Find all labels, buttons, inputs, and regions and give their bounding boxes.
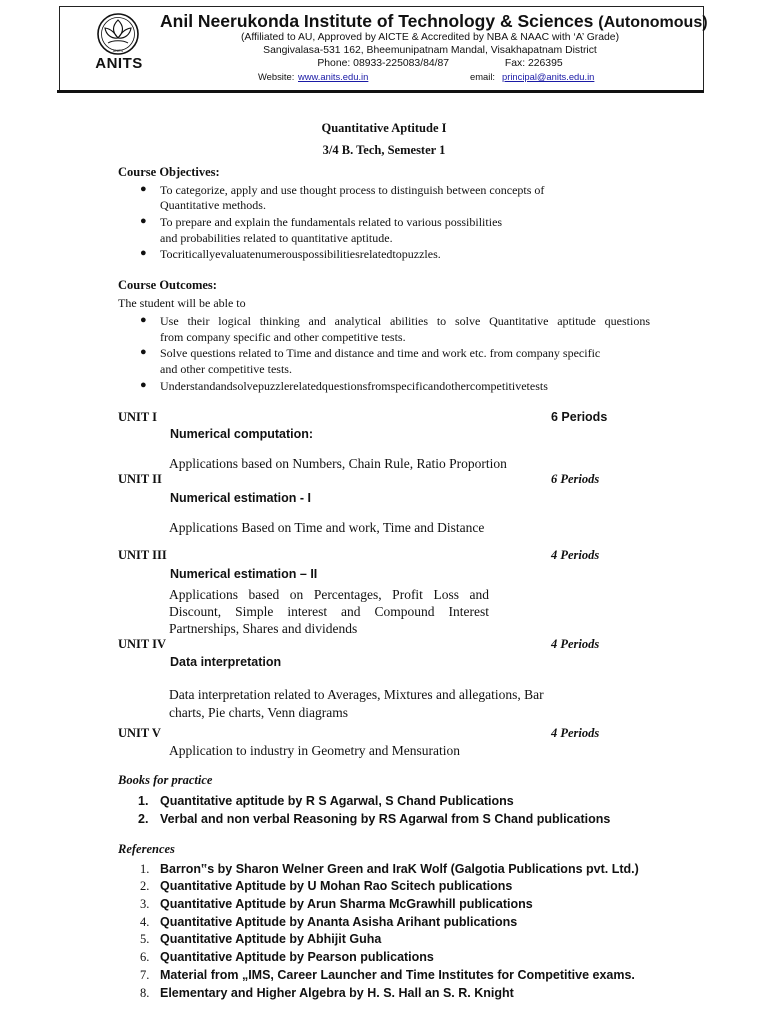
reference-item: Barron‟s by Sharon Welner Green and IraK Wolf (Galgotia Publications pvt. Ltd.) <box>160 862 639 876</box>
outcome-2-line-2: and other competitive tests. <box>160 362 292 376</box>
bullet-icon: ● <box>140 314 147 326</box>
book-item: Verbal and non verbal Reasoning by RS Agarwal from S Chand publications <box>160 812 611 826</box>
book-number: 2. <box>138 812 149 826</box>
reference-number: 8. <box>140 986 150 1000</box>
unit-label: UNIT II <box>118 472 162 486</box>
objective-3-line-1: Tocriticallyevaluatenumerouspossibilitiesrelatedtopuzzles. <box>160 247 441 261</box>
svg-text:ANITS: ANITS <box>112 49 124 53</box>
website-link[interactable]: www.anits.edu.in <box>298 71 369 82</box>
unit-periods: 4 Periods <box>551 548 600 562</box>
reference-item: Quantitative Aptitude by Ananta Asisha Arihant publications <box>160 915 518 929</box>
book-number: 1. <box>138 794 149 808</box>
objective-1-line-1: To categorize, apply and use thought process to distinguish between concepts of <box>160 183 545 197</box>
outcome-3-line-1: Understandandsolvepuzzlerelatedquestionsfromspecificandothercompetitivetests <box>160 379 548 393</box>
reference-number: 4. <box>140 915 150 929</box>
bullet-icon: ● <box>140 346 147 358</box>
unit-periods: 6 Periods <box>551 410 608 424</box>
reference-number: 2. <box>140 879 150 893</box>
reference-item: Elementary and Higher Algebra by H. S. Hall an S. R. Knight <box>160 986 514 1000</box>
references-heading: References <box>118 842 175 856</box>
bullet-icon: ● <box>140 379 147 391</box>
outcome-2-line-1: Solve questions related to Time and distance and time and work etc. from company specific <box>160 346 601 360</box>
reference-number: 5. <box>140 932 150 946</box>
institute-name <box>160 11 708 32</box>
outcomes-heading: Course Outcomes: <box>118 278 217 292</box>
unit-periods: 4 Periods <box>551 726 600 740</box>
reference-item: Quantitative Aptitude by U Mohan Rao Scitech publications <box>160 879 513 893</box>
bullet-icon: ● <box>140 183 147 195</box>
unit-topic: Numerical computation: <box>170 427 314 441</box>
institute-title: Anil Neerukonda Institute of Technology & Sciences <box>160 11 594 31</box>
outcomes-intro: The student will be able to <box>118 296 246 310</box>
email-link[interactable]: principal@anits.edu.in <box>502 71 595 82</box>
objective-2-line-1: To prepare and explain the fundamentals related to various possibilities <box>160 215 503 229</box>
unit-topic: Numerical estimation - I <box>170 491 312 505</box>
unit-topic: Data interpretation <box>170 655 282 669</box>
unit-description: Application to industry in Geometry and Mensuration <box>169 743 460 758</box>
unit-description-line-1: Applications based on Percentages, Profit Loss and <box>169 587 489 602</box>
letterhead-rule <box>57 90 704 93</box>
email-label: email: <box>470 71 496 82</box>
unit-description: Applications based on Numbers, Chain Rule, Ratio Proportion <box>169 456 507 471</box>
objective-2-line-2: and probabilities related to quantitative aptitude. <box>160 231 393 245</box>
reference-number: 7. <box>140 968 150 982</box>
outcome-1-line-2: from company specific and other competitive tests. <box>160 330 406 344</box>
objective-1-line-2: Quantitative methods. <box>160 198 266 212</box>
outcome-1-line-1: Use their logical thinking and analytical abilities to solve Quantitative aptitude questions <box>160 314 650 328</box>
unit-description: Applications Based on Time and work, Time and Distance <box>169 520 485 535</box>
unit-label: UNIT V <box>118 726 161 740</box>
unit-description-line-2: charts, Pie charts, Venn diagrams <box>169 705 348 720</box>
unit-description-line-3: Partnerships, Shares and dividends <box>169 621 358 636</box>
reference-number: 6. <box>140 950 150 964</box>
unit-label: UNIT I <box>118 410 158 424</box>
unit-topic: Numerical estimation – II <box>170 567 318 581</box>
logo-wordmark: ANITS <box>95 55 143 72</box>
unit-description-line-1: Data interpretation related to Averages, Mixtures and allegations, Bar <box>169 687 544 702</box>
reference-item: Quantitative Aptitude by Abhijit Guha <box>160 932 382 946</box>
reference-item: Quantitative Aptitude by Pearson publications <box>160 950 434 964</box>
books-heading: Books for practice <box>118 773 213 787</box>
reference-number: 1. <box>140 862 150 876</box>
affiliation-line: (Affiliated to AU, Approved by AICTE & Accredited by NBA & NAAC with ‘A’ Grade) <box>240 32 620 43</box>
unit-periods: 4 Periods <box>551 637 600 651</box>
fax-text: Fax: 226395 <box>504 58 563 69</box>
reference-item: Quantitative Aptitude by Arun Sharma McGrawhill publications <box>160 897 533 911</box>
objectives-heading: Course Objectives: <box>118 165 220 179</box>
bullet-icon: ● <box>140 247 147 259</box>
course-title: Quantitative Aptitude I <box>321 121 447 135</box>
book-item: Quantitative aptitude by R S Agarwal, S Chand Publications <box>160 794 514 808</box>
reference-number: 3. <box>140 897 150 911</box>
bullet-icon: ● <box>140 215 147 227</box>
website-label: Website: <box>258 71 295 82</box>
unit-label: UNIT IV <box>118 637 167 651</box>
reference-item: Material from „IMS, Career Launcher and Time Institutes for Competitive exams. <box>160 968 635 982</box>
unit-periods: 6 Periods <box>551 472 600 486</box>
address-line: Sangivalasa-531 162, Bheemunipatnam Mandal, Visakhapatnam District <box>263 45 597 56</box>
autonomous-label: (Autonomous) <box>598 14 708 31</box>
unit-label: UNIT III <box>118 548 167 562</box>
course-semester: 3/4 B. Tech, Semester 1 <box>322 143 446 157</box>
contact-line <box>160 58 700 69</box>
phone-text: Phone: 08933-225083/84/87 <box>317 58 450 69</box>
unit-description-line-2: Discount, Simple interest and Compound Interest <box>169 604 489 619</box>
